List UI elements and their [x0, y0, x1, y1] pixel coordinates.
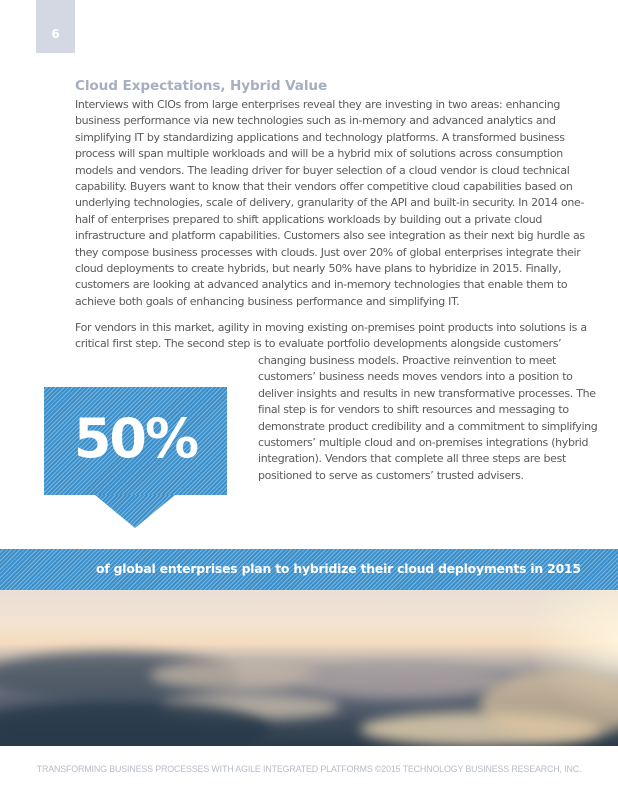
page-footer: TRANSFORMING BUSINESS PROCESSES WITH AGILE INTEGRATED PLATFORMS ©2015 TECHNOLOGY BUSINESS RESEARCH, INC. [36, 764, 582, 774]
paragraph-vendors-line-1: For vendors in this market, agility in moving existing on-premises point products into solutions is a [75, 321, 587, 334]
section-heading: Cloud Expectations, Hybrid Value [75, 78, 328, 94]
page-number: 6 [51, 27, 60, 41]
paragraph-vendors-line-2: critical first step. The second step is to evaluate portfolio developments alongside customers’ [75, 337, 562, 351]
cloud-shape [150, 660, 320, 690]
stat-callout [44, 387, 227, 529]
page-number-tab [36, 0, 75, 53]
paragraph-intro: Interviews with CIOs from large enterprises reveal they are investing in two areas: enhancing business performance via new technologies such as in-memory and advanced analytics and simplifying IT by standardizing applications and technology platforms. A transformed business process will span multiple workloads and will be a hybrid mix of solutions across consumption models and vendors. The leading driver for buyer selection of a cloud vendor is cloud technical capability. Buyers want to know that their vendors offer competitive cloud capabilities based on underlying technologies, scale of delivery, granularity of the API and built-in security. In 2014 one-half of enterprises prepared to shift applications workloads by building out a private cloud infrastructure and platform capabilities. Customers also see integration as their next big hurdle as they compose business processes with clouds. Just over 20% of global enterprises integrate their cloud deployments to create hybrids, but nearly 50% have plans to hybridize in 2015. Finally, customers are looking at advanced analytics and in-memory technologies that enable them to achieve both goals of enhancing business performance and simplifying IT. [75, 98, 585, 308]
paragraph-vendors-continued: changing business models. Proactive reinvention to meet customers’ business needs moves vendors into a position to deliver insights and results in new transformative processes. The final step is for vendors to shift resources and messaging to demonstrate product credibility and a commitment to simplifying customers’ multiple cloud and on-premises integrations (hybrid integration). Vendors that complete all three steps are best positioned to serve as customers’ trusted advisers. [258, 354, 598, 482]
paragraph-vendors [75, 320, 595, 353]
stat-callout-box [44, 387, 227, 495]
stat-value: 50% [73, 407, 198, 470]
cloud-photo [0, 590, 618, 746]
stat-banner [0, 549, 618, 590]
callout-pointer-arrow [95, 495, 175, 528]
stat-banner-text: of global enterprises plan to hybridize their cloud deployments in 2015 [96, 561, 581, 576]
cloud-shape [300, 662, 500, 698]
